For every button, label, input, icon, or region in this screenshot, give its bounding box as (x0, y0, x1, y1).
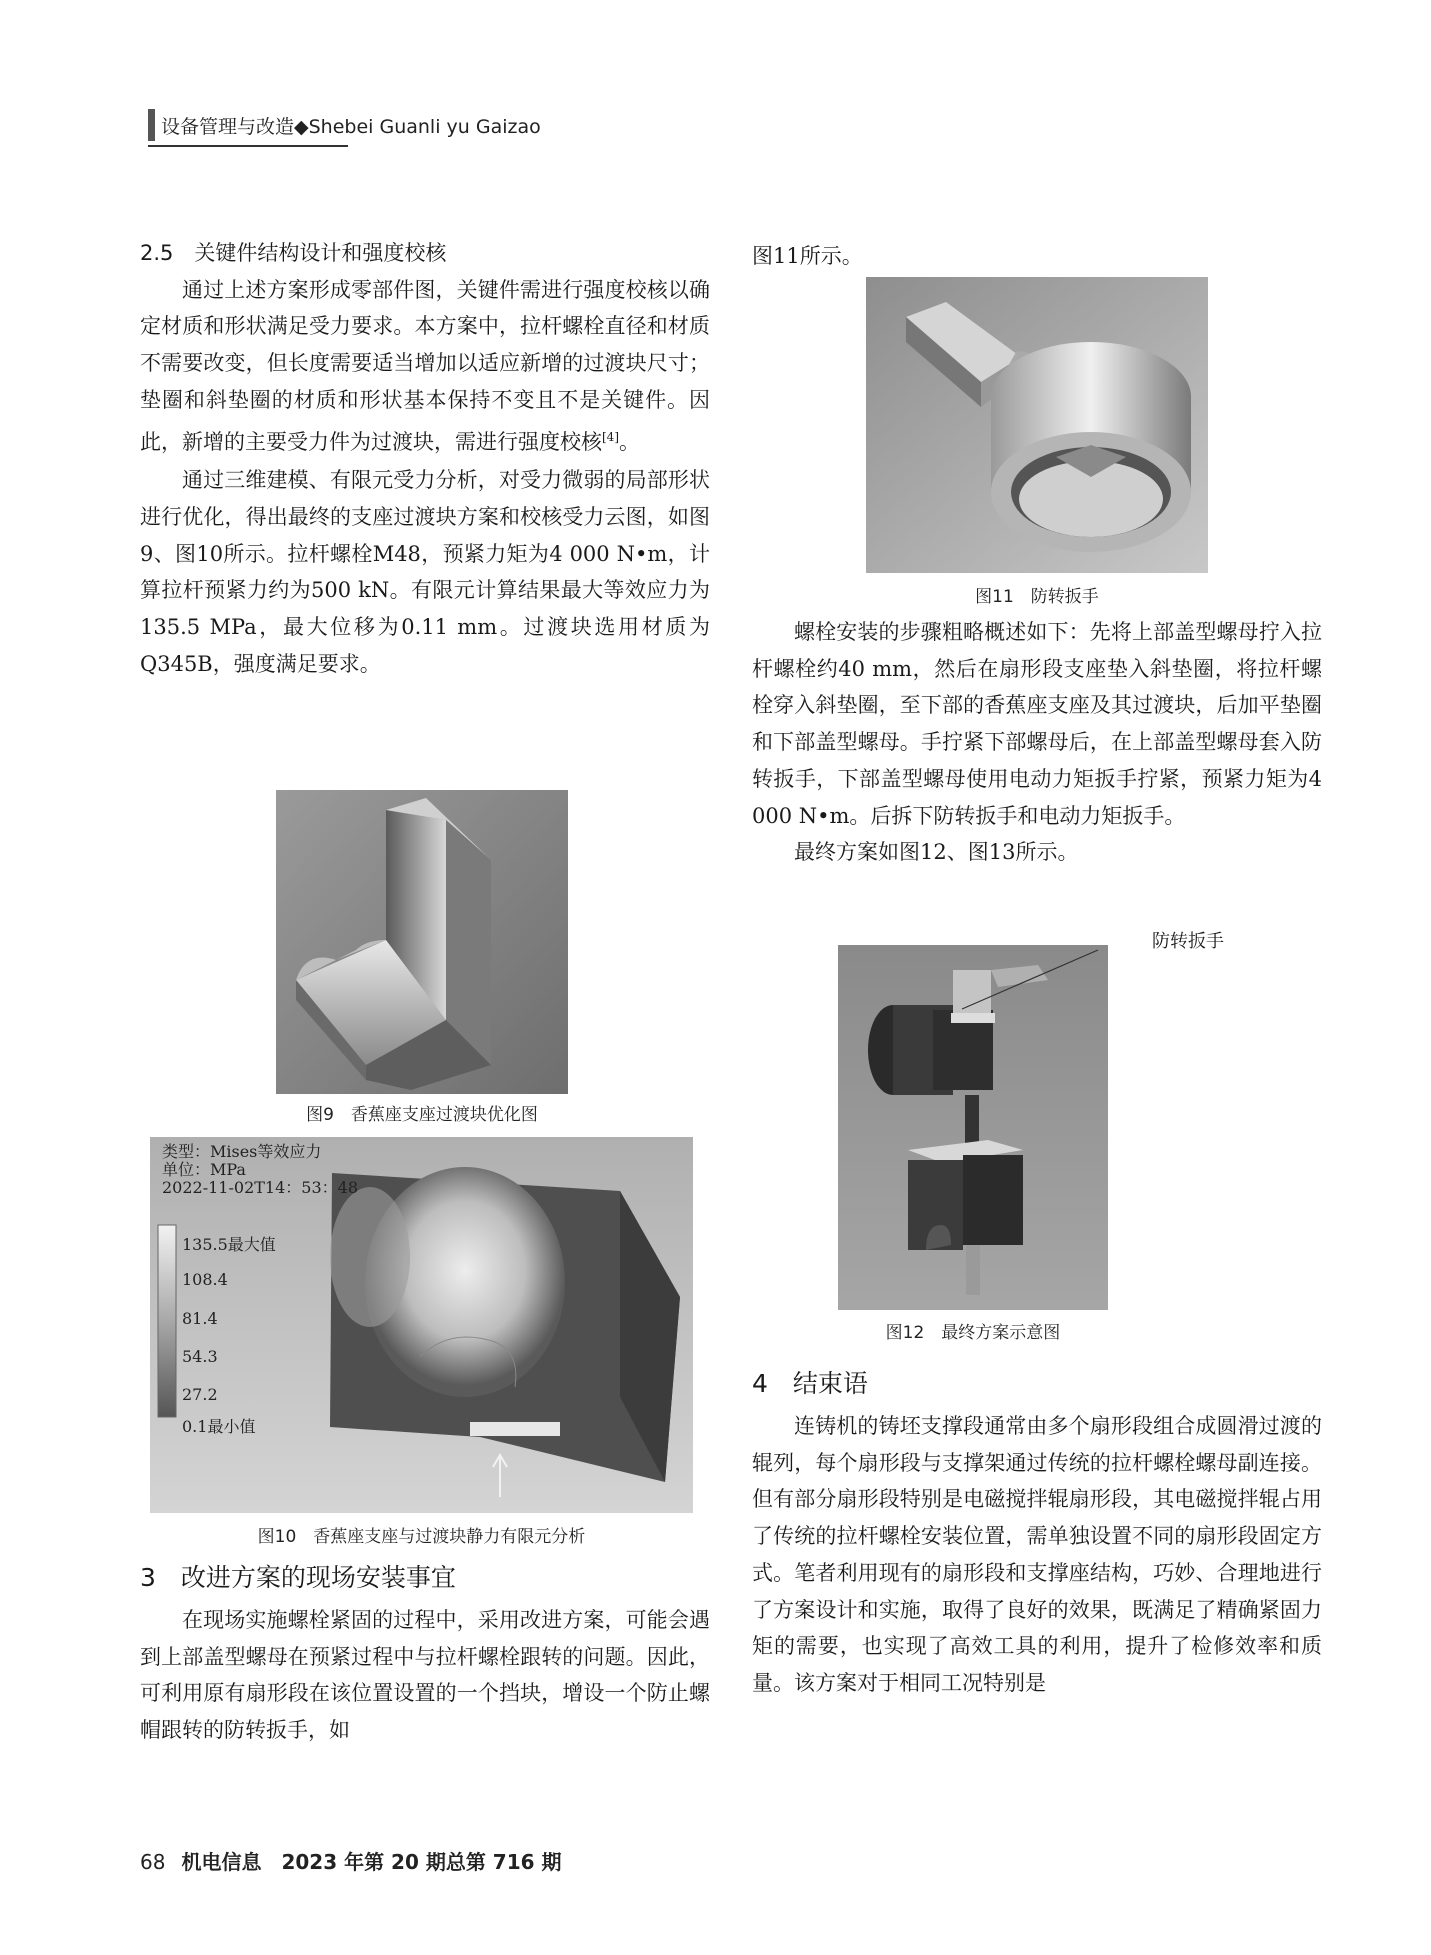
citation-4: [4] (602, 429, 619, 444)
legend-label: 0.1最小值 (182, 1417, 256, 1436)
header-bar (148, 109, 155, 141)
running-header (148, 108, 541, 142)
figure-11-caption: 图11 防转扳手 (975, 587, 1099, 607)
page-number: 68 (140, 1850, 166, 1874)
fig12-callout-leader (960, 944, 1160, 1014)
section-2-5-title: 2.5 关键件结构设计和强度校核 (140, 241, 447, 265)
legend-label: 81.4 (182, 1309, 218, 1328)
page-footer (140, 1846, 562, 1875)
journal-info: 机电信息 2023 年第 20 期总第 716 期 (181, 1850, 562, 1874)
paragraph-3: 在现场实施螺栓紧固的过程中，采用改进方案，可能会遇到上部盖型螺母在预紧过程中与拉杆螺栓跟转的问题。因此，可利用原有扇形段在该位置设置的一个挡块，增设一个防止螺帽跟转的防转扳手，如 (140, 1608, 710, 1743)
section-4-title: 4 结束语 (752, 1369, 868, 1398)
paragraph-6: 连铸机的铸坯支撑段通常由多个扇形段组合成圆滑过渡的辊列，每个扇形段与支撑架通过传统的拉杆螺栓螺母副连接。但有部分扇形段特别是电磁搅拌辊扇形段，其电磁搅拌辊占用了传统的拉杆螺栓安装位置，需单独设置不同的扇形段固定方式。笔者利用现有的扇形段和支撑座结构，巧妙、合理地进行了方案设计和实施，取得了良好的效果，既满足了精确紧固力矩的需要，也实现了高效工具的利用，提升了检修效率和质量。该方案对于相同工况特别是 (752, 1414, 1322, 1695)
legend-label: 108.4 (182, 1270, 228, 1289)
left-column-top (140, 235, 710, 682)
figure-9-caption: 图9 香蕉座支座过渡块优化图 (306, 1105, 538, 1125)
figure-11-image (866, 277, 1208, 573)
fea-time-label: 2022-11-02T14：53：48 (162, 1178, 359, 1197)
legend-label: 54.3 (182, 1347, 218, 1366)
figure-10 (150, 1137, 693, 1513)
left-column-bottom (140, 1556, 710, 1749)
figure-9-image (276, 790, 568, 1094)
fea-unit-label: 单位：MPa (162, 1160, 246, 1179)
paragraph-fig11-ref: 图11所示。 (752, 244, 863, 268)
header-text: 设备管理与改造◆Shebei Guanli yu Gaizao (161, 115, 541, 138)
paragraph-1: 通过上述方案形成零部件图，关键件需进行强度校核以确定材质和形状满足受力要求。本方案中，拉杆螺栓直径和材质不需要改变，但长度需要适当增加以适应新增的过渡块尺寸；垫圈和斜垫圈的材质和形状基本保持不变且不是关键件。因此，新增的主要受力件为过渡块，需进行强度校核[4]。 (140, 277, 710, 454)
legend-label: 27.2 (182, 1385, 218, 1404)
legend-label: 135.5最大值 (182, 1235, 276, 1254)
fea-type-label: 类型：Mises等效应力 (162, 1142, 322, 1161)
right-column-middle (752, 614, 1322, 871)
figure-10-caption: 图10 香蕉座支座与过渡块静力有限元分析 (257, 1527, 586, 1547)
right-column-bottom (752, 1362, 1322, 1702)
legend-colorbar (158, 1225, 176, 1417)
paragraph-2: 通过三维建模、有限元受力分析，对受力微弱的局部形状进行优化，得出最终的支座过渡块方案和校核受力云图，如图9、图10所示。拉杆螺栓M48，预紧力矩为4 000 N•m，计算拉杆预紧力约为500 kN。有限元计算结果最大等效应力为135.5 MPa，最大位移为0.11 mm。过渡块选用材质为Q345B，强度满足要求。 (140, 468, 710, 676)
right-column-top (752, 238, 1322, 275)
header-underline (148, 145, 348, 147)
fig12-callout-label: 防转扳手 (1152, 931, 1224, 952)
paragraph-5: 最终方案如图12、图13所示。 (794, 840, 1079, 865)
section-3-title: 3 改进方案的现场安装事宜 (140, 1563, 456, 1592)
paragraph-4: 螺栓安装的步骤粗略概述如下：先将上部盖型螺母拧入拉杆螺栓约40 mm，然后在扇形段支座垫入斜垫圈，将拉杆螺栓穿入斜垫圈，至下部的香蕉座支座及其过渡块，后加平垫圈和下部盖型螺母。手拧紧下部螺母后，在上部盖型螺母套入防转扳手，下部盖型螺母使用电动力矩扳手拧紧，预紧力矩为4 000 N•m。后拆下防转扳手和电动力矩扳手。 (752, 620, 1322, 828)
fea-info (162, 1143, 358, 1197)
figure-12-caption: 图12 最终方案示意图 (885, 1323, 1061, 1343)
